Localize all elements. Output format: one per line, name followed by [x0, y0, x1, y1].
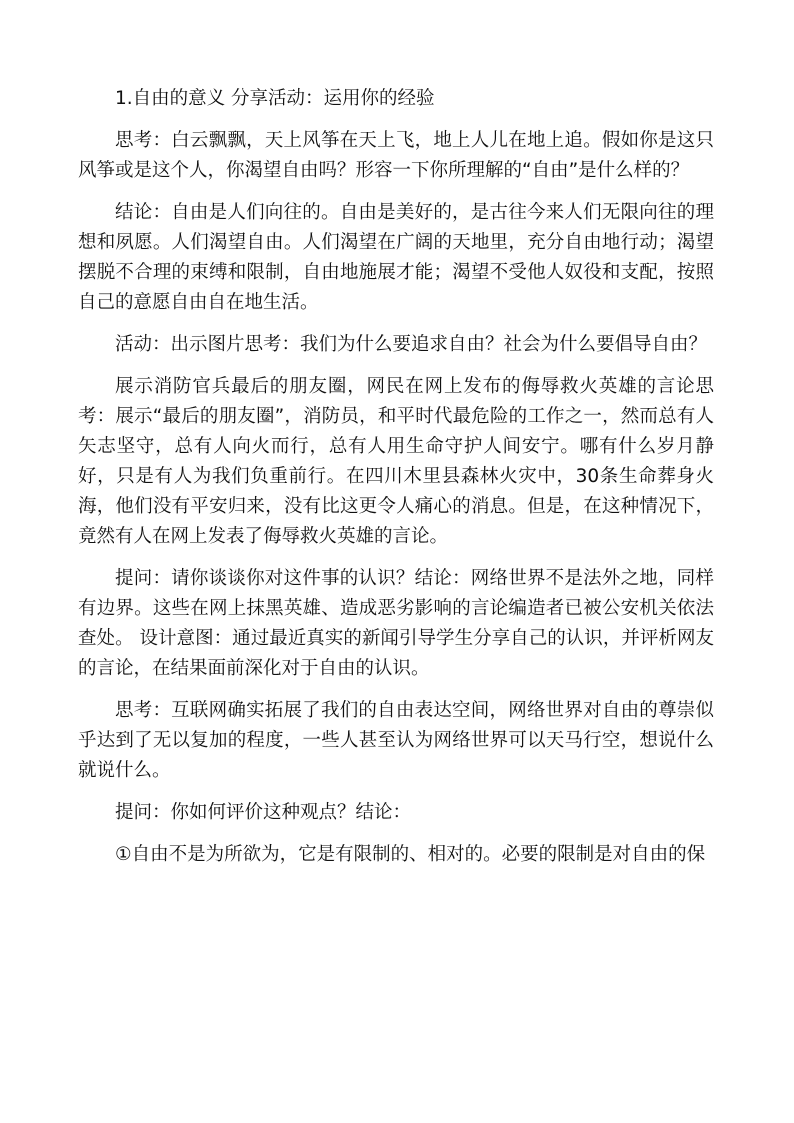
paragraph-activity-images: 活动：出示图片思考：我们为什么要追求自由？社会为什么要倡导自由？: [115, 334, 708, 355]
paragraph-question-evaluate: 提问：你如何评价这种观点？结论：: [115, 802, 412, 823]
paragraph-question-internet-law: 提问：请你谈谈你对这件事的认识？结论：网络世界不是法外之地，同样有边界。这些在网上抹黑英雄、造成恶劣影响的言论编造者已被公安机关依法查处。 设计意图：通过最近真实的新闻引导学生分享自己的认识，并评析网友的言论，在结果面前深化对于自由的认识。: [78, 568, 714, 679]
paragraph-conclusion-freedom: 结论：自由是人们向往的。自由是美好的，是古往今来人们无限向往的理想和夙愿。人们渴望自由。人们渴望在广阔的天地里，充分自由地行动；渴望摆脱不合理的束缚和限制，自由地施展才能；渴望不受他人奴役和支配，按照自己的意愿自由自在地生活。: [78, 202, 714, 313]
paragraph-firefighters: 展示消防官兵最后的朋友圈，网民在网上发布的侮辱救火英雄的言论思考：展示“最后的朋友圈”，消防员，和平时代最危险的工作之一，然而总有人矢志坚守，总有人向火而行，总有人用生命守护人间安宁。哪有什么岁月静好，只是有人为我们负重前行。在四川木里县森林火灾中，30条生命葬身火海，他们没有平安归来，没有比这更令人痛心的消息。但是，在这种情况下，竟然有人在网上发表了侮辱救火英雄的言论。: [78, 376, 714, 547]
document-body: [78, 84, 714, 882]
paragraph-think-kite: 思考：白云飘飘，天上风筝在天上飞，地上人儿在地上追。假如你是这只风筝或是这个人，你渴望自由吗？形容一下你所理解的“自由”是什么样的？: [78, 130, 714, 181]
paragraph-heading: 1.自由的意义 分享活动：运用你的经验: [115, 88, 435, 109]
paragraph-point-one: ①自由不是为所欲为，它是有限制的、相对的。必要的限制是对自由的保: [115, 844, 706, 865]
paragraph-think-internet: 思考：互联网确实拓展了我们的自由表达空间，网络世界对自由的尊崇似乎达到了无以复加的程度，一些人甚至认为网络世界可以天马行空，想说什么就说什么。: [78, 700, 714, 781]
